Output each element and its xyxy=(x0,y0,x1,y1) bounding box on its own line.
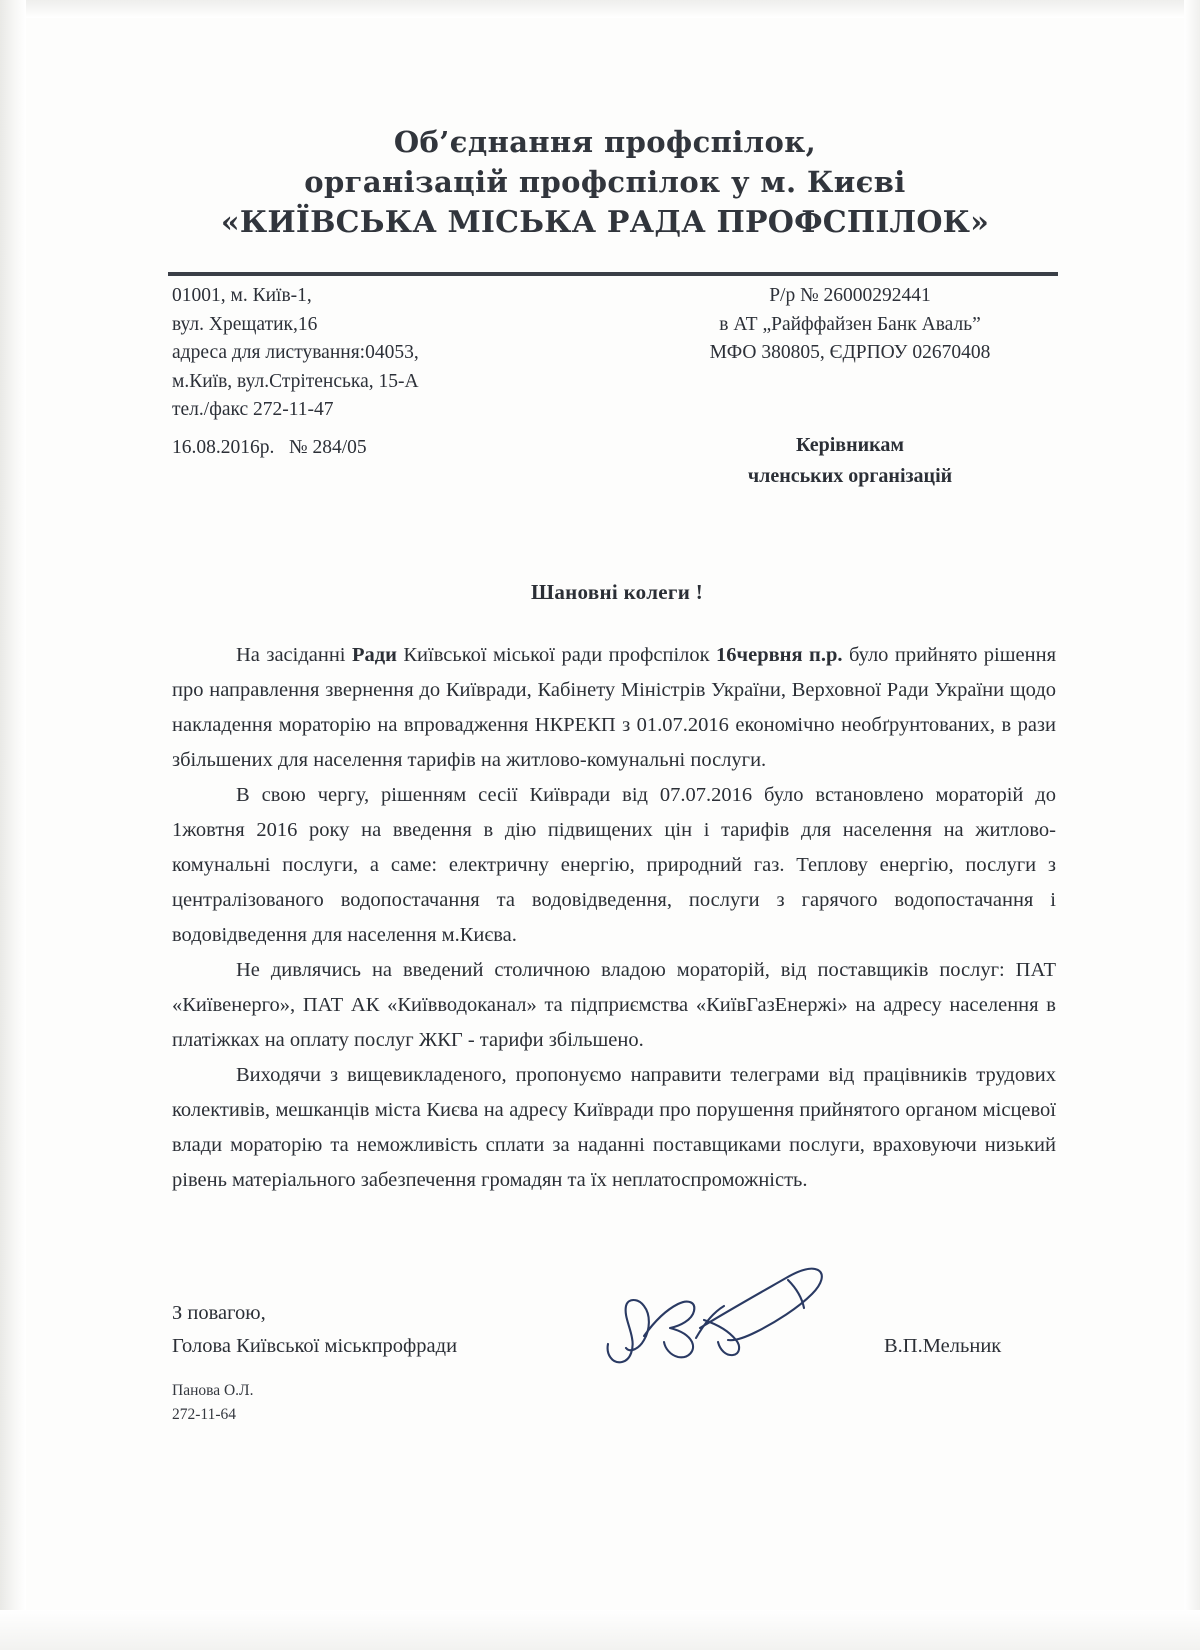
letterhead-line-3: «КИЇВСЬКА МІСЬКА РАДА ПРОФСПІЛОК» xyxy=(220,205,990,240)
body-paragraph-1 xyxy=(172,638,1056,778)
body-paragraph-3: Не дивлячись на введений столичною владою мораторій, від поставщиків послуг: ПАТ «Київенерго», ПАТ АК «Київводоканал» та підприємства «КиївГазЕнержі» на адресу населення в платіжках на оплату послуг ЖКГ - тарифи збільшено. xyxy=(172,959,1056,1051)
bank-name-line: в АТ „Райффайзен Банк Аваль” xyxy=(719,313,981,335)
p1-bold-rada: Ради xyxy=(351,644,397,666)
scan-edge-top xyxy=(0,0,1200,18)
closing-line-1: З повагою, xyxy=(172,1302,266,1324)
scan-edge-left xyxy=(0,0,26,1650)
addressee-line-1: Керівникам xyxy=(796,434,904,456)
document-reference: 16.08.2016р. № 284/05 xyxy=(172,437,367,458)
header-divider-rule xyxy=(168,272,1058,276)
scan-edge-bottom xyxy=(0,1610,1200,1650)
contact-address-block xyxy=(172,282,602,425)
p1-segment-2: Київської міської ради профспілок xyxy=(396,644,717,666)
body-paragraph-4: Виходячи з вищевикладеного, пропонуємо направити телеграми від працівників трудових колективів, мешканців міста Києва на адресу Київради про порушення прийнятого органом місцевої влади мораторію та неможливість сплати за наданні поставщиками послуги, враховуючи низький рівень матеріального забезпечення громадян та їх неплатоспроможність. xyxy=(172,1064,1056,1191)
letterhead-line-2: організацій профспілок у м. Києві xyxy=(304,165,906,199)
letterhead xyxy=(150,122,1060,244)
p1-segment-1: На засіданні xyxy=(236,644,352,666)
address-line: адреса для листування:04053, xyxy=(172,342,419,363)
bank-details-block xyxy=(640,282,1060,368)
addressee-line-2: членських організацій xyxy=(747,465,953,487)
bank-account-line: Р/р № 26000292441 xyxy=(769,285,931,306)
phone-line: тел./факс 272-11-47 xyxy=(172,399,334,420)
address-line: 01001, м. Київ-1, xyxy=(172,285,312,306)
closing-block xyxy=(172,1297,457,1363)
address-line: вул. Хрещатик,16 xyxy=(172,313,318,335)
handwritten-signature xyxy=(600,1258,860,1378)
addressee-block xyxy=(640,430,1060,492)
bank-codes-line: МФО 380805, ЄДРПОУ 02670408 xyxy=(709,342,991,363)
closing-line-2: Голова Київської міськпрофради xyxy=(172,1335,458,1357)
letterhead-line-1: Об’єднання профспілок, xyxy=(393,125,817,159)
executor-block xyxy=(172,1379,253,1427)
letter-body xyxy=(172,638,1056,1198)
body-paragraph-2: В свою чергу, рішенням сесії Київради від 07.07.2016 було встановлено мораторій до 1жовтня 2016 року на введення в дію підвищених цін і тарифів для населення на житлово-комунальні послуги, а саме: електричну енергію, природний газ. Теплову енергію, послуги з централізованого водопостачання та водовідведення, послуги з гарячого водопостачання і водовідведення для населення м.Києва. xyxy=(172,784,1056,946)
p1-bold-date: 16червня п.р. xyxy=(716,644,843,666)
salutation: Шановні колеги ! xyxy=(531,580,703,604)
signer-name: В.П.Мельник xyxy=(884,1335,1002,1357)
executor-phone: 272-11-64 xyxy=(172,1406,236,1423)
scan-edge-right xyxy=(1184,0,1200,1650)
p1-segment-3: було прийнято рішення про направлення звернення до Київради, Кабінету Міністрів України, Верховної Ради України щодо накладення мораторію на впровадження НКРЕКП з 01.07.2016 економічно необґрунтованих, в рази збільшених для населення тарифів на житлово-комунальні послуги. xyxy=(172,644,1057,771)
executor-name: Панова О.Л. xyxy=(172,1382,254,1399)
address-line: м.Київ, вул.Стрітенська, 15-А xyxy=(172,370,419,392)
